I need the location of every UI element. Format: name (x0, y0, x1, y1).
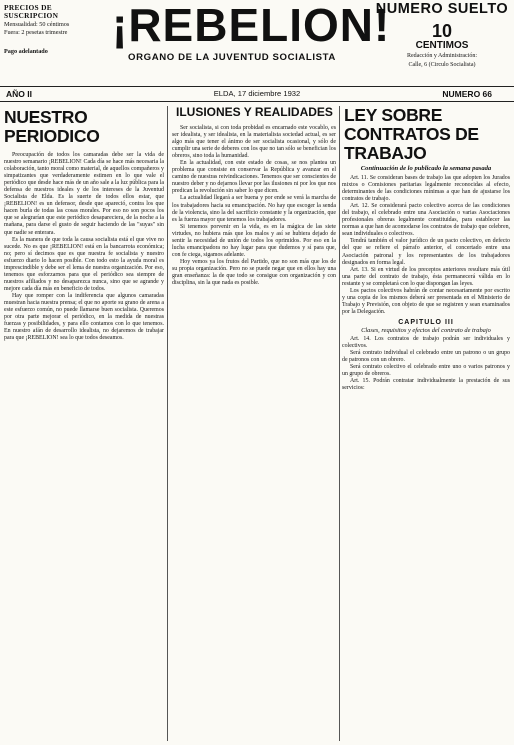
price-unit: CENTIMOS (415, 40, 469, 51)
subscription-line-1: Mensualidad: 50 céntimos (4, 20, 70, 28)
article-paragraph: Hay que romper con la indiferencia que algunos camaradas muestran hacia nuestra prensa; el que no aporte su grano de arena a este esfuerzo común, no puede llamarse buen socialista. Queremos por otra parte mejorar el periódico, en la medida de nuestras fuerzas y posibilidades, y para ello contamos con lo que tenemos. En nuestro afán de desarrollo idealista, no dejaremos de trabajar para que ¡REBELION! sea lo que todos deseamos. (4, 292, 164, 342)
article-headline: ILUSIONES Y REALIDADES (176, 105, 333, 119)
column-divider (167, 106, 168, 741)
dateline-bar (0, 86, 514, 102)
article-paragraph: Preocupación de todos los camaradas debe ser la vida de nuestro semanario ¡REBELION! Cada día se hace más necesaria la colaboración, tanto moral como material, de aquellos compañeros y simpatizantes que verdaderamente estimen en lo que vale el periódico que desde hace más de un año sale a la luz pública para la defensa de nuestros ideales y de los intereses de la Juventud Socialista de Elda. Es la suerte de todos ellos estar, que ¡REBELION! es un defensor, desde que apareció, contra los que hacen burla de todas las cosas morales. Por eso no son pocos los que se alegrarían que este periódico desapareciera, de la noche a la mañana, para darse el gusto de seguir haciendo de las "suyas" sin que nadie se enterara. (4, 152, 164, 236)
article-paragraph: Art. 12. Se considerará pacto colectivo acerca de las condiciones del trabajo, el celebrado entre una Asociación o varias Asociaciones profesionales obreras legalmente constituidas, para establecer las normas a que han de acomodarse los contratos de trabajo que celebren, sean individuales o colectivos. (342, 203, 510, 238)
price-value: 10 (431, 21, 453, 41)
article-nuestro-periodico (4, 102, 164, 745)
subscription-label: PRECIOS DE SUSCRIPCION (4, 3, 59, 21)
issue-date: ELDA, 17 diciembre 1932 (213, 89, 301, 98)
article-ley-contratos-trabajo (342, 102, 510, 745)
article-headline: LEY SOBRE CONTRATOS DE TRABAJO (344, 105, 479, 163)
subscription-price-box (4, 4, 106, 64)
chapter-heading: CAPITULO III (398, 318, 454, 326)
article-headline: NUESTRO PERIODICO (4, 107, 100, 146)
issue-number: NUMERO 66 (442, 89, 492, 99)
article-paragraph: Los pactos colectivos habrán de contar necesariamente por escrito y una copia de los mismos deberá ser presentada en el Ministerio de Trabajo y Previsión, con objeto de que se registren y sean examinados por la Delegación. (342, 287, 510, 315)
article-paragraph: Es la manera de que toda la causa socialista está el que vive no sucede. No es que ¡REBELION! está en la bancarrota económica; no; pero sí decimos que es que nuestra fe socialista y nuestro esfuerzo diario lo hacen posible. Con todo esto la ayuda moral es imprescindible y debe ser el lema de nuestra organización. Por eso, tenemos que esforzarnos para que el periódico sea siempre de nuestros afiliados y no desaparezca nunca, sino que se agrande y mejore cada día más en beneficio de todos. (4, 236, 164, 292)
column-divider (339, 106, 340, 741)
article-paragraph: Ser socialista, si con toda probidad es encarnado este vocablo, es ser idealista, y ser idealista, en la materialista sociedad actual, es ser algo más que tener el ánimo de ser socialista ocasional, y sólo de cumplir una serie de deberes con los que no tan sólo se benefician los obreros, sino toda la humanidad. (172, 125, 336, 160)
article-body-continued (342, 336, 510, 392)
article-paragraph: Art. 14. Los contratos de trabajo podrán ser individuales y colectivos. (342, 335, 510, 349)
article-paragraph: Hoy vemos ya los frutos del Partido, que no son más que los de su propia organización. Pero no se puede negar que en ellos hay una gran enseñanza: la de que todo se consigue con organización y con disciplina, sin la que nada es posible. (172, 258, 336, 287)
article-columns (0, 102, 514, 745)
newspaper-subtitle: ORGANO DE LA JUVENTUD SOCIALISTA (128, 52, 336, 63)
article-body (172, 125, 336, 287)
article-paragraph: Art. 15. Podrán contratar individualmente la prestación de sus servicios: (342, 378, 510, 392)
price-box (372, 0, 512, 84)
article-paragraph: Art. 11. Se consideran bases de trabajo las que adopten los Jurados mixtos o Comisiones paritarias legalmente reconocidas al efecto, determinantes de las condiciones mínimas a que han de ajustarse los contratos de trabajo. (342, 175, 510, 203)
admin-line-2: Calle, 6 (Circulo Socialista) (408, 62, 476, 69)
subscription-line-2: Fuera: 2 pesetas trimestre (4, 29, 68, 37)
subscription-line-3: Pago adelantado (4, 47, 48, 55)
chapter-subheading: Clases, requisitos y efectos del contrato de trabajo (361, 326, 491, 334)
admin-line-1: Redacción y Administración: (407, 53, 477, 59)
article-paragraph: Será contrato colectivo el celebrado entre uno o varios patronos y un grupo de obreros. (342, 364, 510, 378)
article-paragraph: En la actualidad, con este estado de cosas, se nos plantea un problema que consiste en conservar la República y avanzar en el camino de nuestras reivindicaciones. Tenemos que ser conscientes de nuestro deber y no dejarnos llevar por las ilusiones ni por los que nos predican la revolución sin saber lo que dicen. (172, 160, 336, 195)
article-ilusiones-y-realidades (172, 102, 336, 745)
masthead (0, 0, 514, 88)
article-paragraph: Será contrato individual el celebrado entre un patrono o un grupo de patronos con un obrero. (342, 350, 510, 364)
newspaper-title: ¡REBELION! (112, 0, 391, 51)
article-body (342, 175, 510, 316)
article-paragraph: Si tenemos porvenir en la vida, es en la mágica de las siete virtudes, no hubiera más que los malos y así se hubiera dejado de sentir la necesidad de unión de todos los oprimidos. Por eso en la lucha emancipadora no hay lugar para que dudemos y sí para que, con fe ciega, sigamos adelante. (172, 223, 336, 258)
article-body (4, 152, 164, 342)
article-paragraph: La actualidad llegará a ser buena y por ende se verá la marcha de los trabajadores hacia su emancipación. No hay que escoger la senda de la violencia, sino la del sacrificio constante y la organización, que es la fuerza mayor que tenemos los trabajadores. (172, 195, 336, 223)
numero-suelto-label: NUMERO SUELTO (375, 1, 509, 17)
article-paragraph: Art. 13. Si en virtud de los preceptos anteriores resultare más útil una parte del contrato de trabajo, ésta permanecerá válida en lo restante y se completará con lo que dispongan las leyes. (342, 266, 510, 287)
year-label: AÑO II (6, 89, 32, 99)
article-kicker: Continuación de lo publicado la semana pasada (360, 165, 492, 172)
article-paragraph: Tendrá también el valor jurídico de un pacto colectivo, en defecto del que se refiere el párrafo anterior, el concertado entre una Asociación patronal y los representantes de los trabajadores designados en forma legal. (342, 238, 510, 266)
